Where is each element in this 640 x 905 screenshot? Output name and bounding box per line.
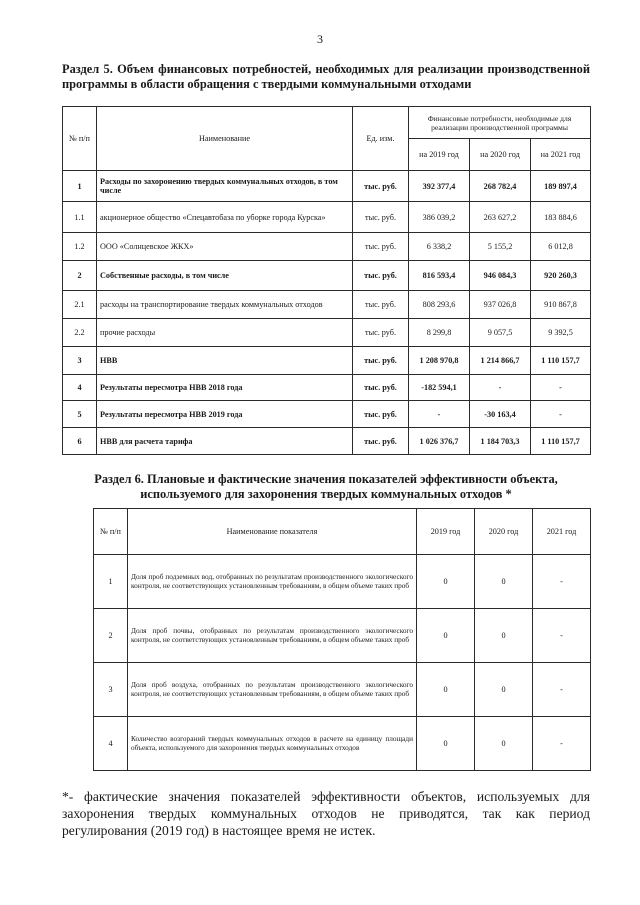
row-name: акционерное общество «Спецавтобаза по уборке города Курска» — [97, 202, 353, 233]
table-row — [94, 717, 591, 771]
row-value-2020: 1 214 866,7 — [470, 347, 531, 375]
row-value-2020: 1 184 703,3 — [470, 428, 531, 455]
row-num: 4 — [94, 717, 128, 771]
row-num: 2 — [94, 609, 128, 663]
row-name: НВВ для расчета тарифа — [97, 428, 353, 455]
row-indicator-name: Доля проб подземных вод, отобранных по результатам производственного экологического контроля, не соответствующих установленным требованиям, в общем объеме таких проб — [128, 555, 417, 609]
row-value-2020: 0 — [475, 717, 533, 771]
row-num: 1 — [94, 555, 128, 609]
table-row — [63, 319, 591, 347]
row-value-2020: 5 155,2 — [470, 233, 531, 261]
table-row — [63, 233, 591, 261]
row-name: Результаты пересмотра НВВ 2018 года — [97, 375, 353, 401]
row-value-2019: 0 — [417, 609, 475, 663]
row-value-2019: 0 — [417, 717, 475, 771]
row-name: прочие расходы — [97, 319, 353, 347]
table-row — [94, 609, 591, 663]
header-num: № п/п — [63, 107, 97, 171]
table-row — [63, 202, 591, 233]
row-num: 4 — [63, 375, 97, 401]
row-value-2020: -30 163,4 — [470, 401, 531, 428]
header-year-2021: на 2021 год — [531, 139, 591, 171]
row-num: 3 — [63, 347, 97, 375]
row-name: Расходы по захоронению твердых коммунальных отходов, в том числе — [97, 171, 353, 202]
row-num: 1 — [63, 171, 97, 202]
row-value-2021: - — [531, 401, 591, 428]
row-value-2019: 816 593,4 — [409, 261, 470, 291]
row-unit: тыс. руб. — [353, 375, 409, 401]
row-value-2019: 0 — [417, 555, 475, 609]
row-value-2019: 6 338,2 — [409, 233, 470, 261]
table-row — [63, 171, 591, 202]
row-value-2019: -182 594,1 — [409, 375, 470, 401]
row-num: 2.2 — [63, 319, 97, 347]
footnote: *- фактические значения показателей эффективности объектов, используемых для захоронения твердых коммунальных отходов не приводятся, так как период регулирования (2019 год) в настоящее время не истек. — [62, 789, 590, 838]
row-value-2020: 937 026,8 — [470, 291, 531, 319]
header-num: № п/п — [94, 509, 128, 555]
table-row — [94, 663, 591, 717]
row-value-2021: 9 392,5 — [531, 319, 591, 347]
row-unit: тыс. руб. — [353, 319, 409, 347]
row-num: 5 — [63, 401, 97, 428]
header-unit: Ед. изм. — [353, 107, 409, 171]
row-name: ООО «Солнцевское ЖКХ» — [97, 233, 353, 261]
header-year-2019: 2019 год — [417, 509, 475, 555]
table-row — [63, 291, 591, 319]
table-row — [63, 261, 591, 291]
efficiency-indicators-table — [93, 508, 591, 771]
row-value-2019: 392 377,4 — [409, 171, 470, 202]
row-unit: тыс. руб. — [353, 428, 409, 455]
row-num: 3 — [94, 663, 128, 717]
row-unit: тыс. руб. — [353, 171, 409, 202]
header-year-2019: на 2019 год — [409, 139, 470, 171]
row-indicator-name: Доля проб воздуха, отобранных по результатам производственного экологического контроля, не соответствующих установленным требованиям, в общем объеме таких проб — [128, 663, 417, 717]
row-indicator-name: Количество возгораний твердых коммунальных отходов в расчете на единицу площади объекта, используемого для захоронения твердых коммунальных отходов — [128, 717, 417, 771]
row-value-2019: 8 299,8 — [409, 319, 470, 347]
row-value-2020: 0 — [475, 555, 533, 609]
row-num: 1.2 — [63, 233, 97, 261]
row-unit: тыс. руб. — [353, 291, 409, 319]
row-value-2020: 9 057,5 — [470, 319, 531, 347]
row-unit: тыс. руб. — [353, 202, 409, 233]
row-unit: тыс. руб. — [353, 401, 409, 428]
table-row — [63, 375, 591, 401]
row-value-2021: 920 260,3 — [531, 261, 591, 291]
row-value-2019: 808 293,6 — [409, 291, 470, 319]
row-value-2020: 946 084,3 — [470, 261, 531, 291]
row-num: 6 — [63, 428, 97, 455]
row-value-2021: 189 897,4 — [531, 171, 591, 202]
row-value-2020: - — [470, 375, 531, 401]
row-value-2019: - — [409, 401, 470, 428]
header-indicator-name: Наименование показателя — [128, 509, 417, 555]
row-value-2021: - — [533, 555, 591, 609]
section5-title: Раздел 5. Объем финансовых потребностей, необходимых для реализации производственной программы в области обращения с твердыми коммунальными отходами — [62, 62, 590, 91]
header-name: Наименование — [97, 107, 353, 171]
row-name: Собственные расходы, в том числе — [97, 261, 353, 291]
row-num: 1.1 — [63, 202, 97, 233]
header-year-2020: 2020 год — [475, 509, 533, 555]
row-value-2019: 0 — [417, 663, 475, 717]
row-value-2021: - — [533, 717, 591, 771]
row-name: расходы на транспортирование твердых коммунальных отходов — [97, 291, 353, 319]
row-num: 2 — [63, 261, 97, 291]
row-value-2021: - — [533, 663, 591, 717]
row-value-2021: 1 110 157,7 — [531, 428, 591, 455]
header-year-2021: 2021 год — [533, 509, 591, 555]
section6-title: Раздел 6. Плановые и фактические значения показателей эффективности объекта, используемого для захоронения твердых коммунальных отходов * — [94, 472, 558, 501]
row-value-2020: 0 — [475, 609, 533, 663]
row-value-2021: - — [533, 609, 591, 663]
table-row — [63, 428, 591, 455]
row-unit: тыс. руб. — [353, 233, 409, 261]
table-row — [63, 347, 591, 375]
row-num: 2.1 — [63, 291, 97, 319]
financial-needs-table — [62, 106, 591, 455]
row-unit: тыс. руб. — [353, 347, 409, 375]
row-value-2021: 183 884,6 — [531, 202, 591, 233]
row-value-2020: 268 782,4 — [470, 171, 531, 202]
row-unit: тыс. руб. — [353, 261, 409, 291]
row-indicator-name: Доля проб почвы, отобранных по результатам производственного экологического контроля, не соответствующих установленным требованиям, в общем объеме таких проб — [128, 609, 417, 663]
header-financial-needs: Финансовые потребности, необходимые для реализации производственной программы — [409, 107, 591, 139]
row-value-2019: 386 039,2 — [409, 202, 470, 233]
page-number: 3 — [317, 32, 323, 46]
row-name: НВВ — [97, 347, 353, 375]
row-value-2021: 6 012,8 — [531, 233, 591, 261]
header-year-2020: на 2020 год — [470, 139, 531, 171]
row-value-2019: 1 026 376,7 — [409, 428, 470, 455]
table-row — [94, 555, 591, 609]
row-value-2021: 1 110 157,7 — [531, 347, 591, 375]
row-value-2020: 0 — [475, 663, 533, 717]
row-value-2020: 263 627,2 — [470, 202, 531, 233]
row-name: Результаты пересмотра НВВ 2019 года — [97, 401, 353, 428]
table-row — [63, 401, 591, 428]
row-value-2021: - — [531, 375, 591, 401]
row-value-2019: 1 208 970,8 — [409, 347, 470, 375]
row-value-2021: 910 867,8 — [531, 291, 591, 319]
